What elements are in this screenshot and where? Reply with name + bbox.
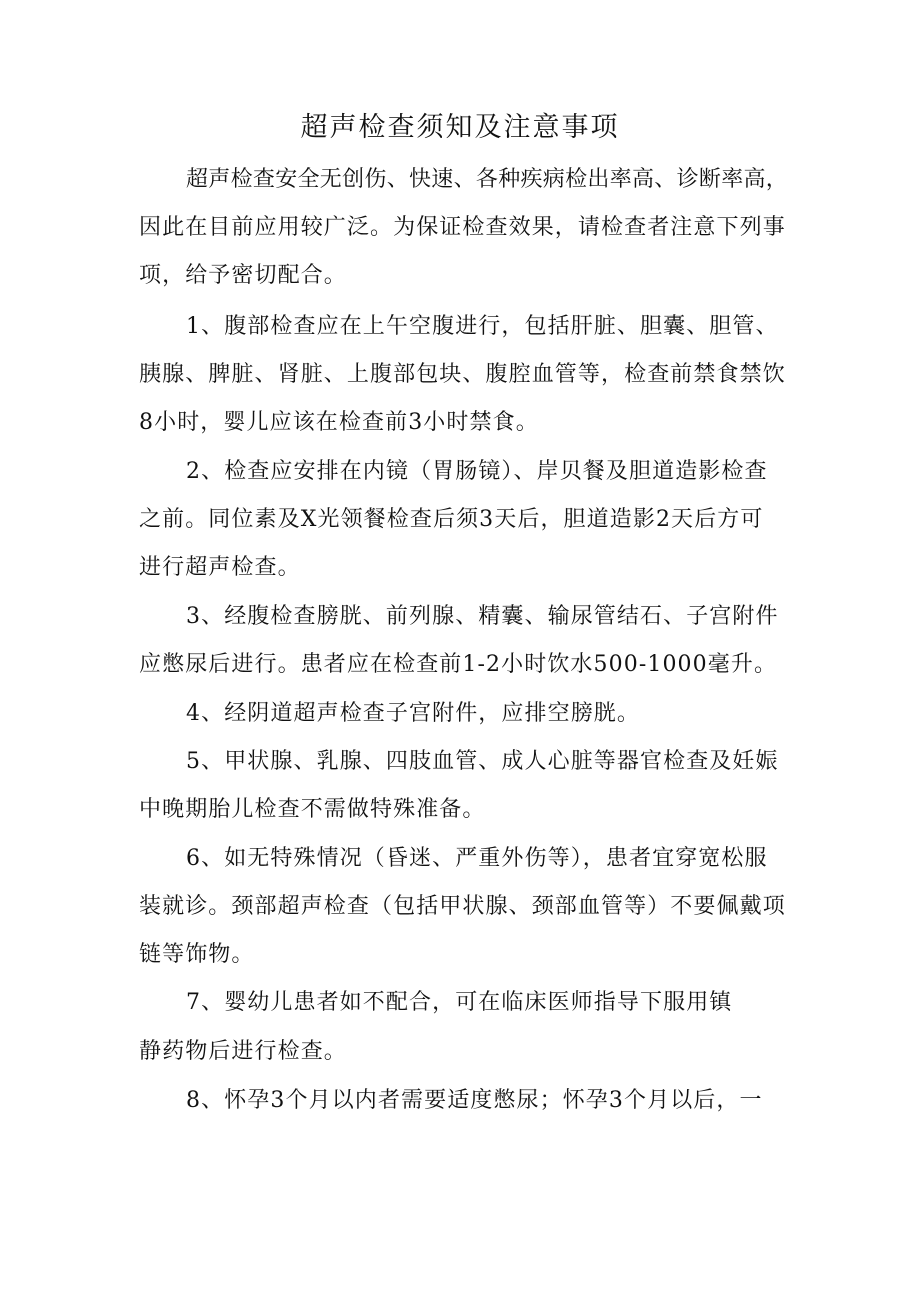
paragraph-item-6-line-3: 链等饰物。 bbox=[139, 942, 255, 967]
paragraph-item-4-line-1: 4、经阴道超声检查子宫附件，应排空膀胱。 bbox=[186, 701, 640, 726]
paragraph-intro-line-3: 项，给予密切配合。 bbox=[139, 263, 347, 288]
paragraph-item-6-line-1: 6、如无特殊情况（昏迷、严重外伤等），患者宜穿宽松服 bbox=[186, 846, 768, 871]
paragraph-item-3-line-2: 应憋尿后进行。患者应在检查前1-2小时饮水500-1000毫升。 bbox=[139, 652, 778, 677]
paragraph-item-7-line-2: 静药物后进行检查。 bbox=[139, 1039, 347, 1064]
paragraph-item-1-line-3: 8小时，婴儿应该在检查前3小时禁食。 bbox=[139, 410, 539, 435]
document-title: 超声检查须知及注意事项 bbox=[300, 112, 620, 143]
paragraph-item-5-line-2: 中晚期胎儿检查不需做特殊准备。 bbox=[139, 797, 486, 822]
paragraph-item-5-line-1: 5、甲状腺、乳腺、四肢血管、成人心脏等器官检查及妊娠 bbox=[186, 749, 779, 774]
paragraph-item-3-line-1: 3、经腹检查膀胱、前列腺、精囊、输尿管结石、子宫附件 bbox=[186, 604, 779, 629]
paragraph-item-8-line-1: 8、怀孕3个月以内者需要适度憋尿；怀孕3个月以后，一 bbox=[186, 1088, 763, 1113]
paragraph-intro-line-2: 因此在目前应用较广泛。为保证检查效果，请检查者注意下列事 bbox=[139, 215, 786, 240]
paragraph-item-2-line-2: 之前。同位素及X光领餐检查后须3天后，胆道造影2天后方可 bbox=[139, 507, 764, 532]
paragraph-item-1-line-1: 1、腹部检查应在上午空腹进行，包括肝脏、胆囊、胆管、 bbox=[186, 314, 779, 339]
paragraph-item-2-line-1: 2、检查应安排在内镜（胃肠镜）、岸贝餐及胆道造影检查 bbox=[186, 459, 768, 484]
paragraph-intro-line-1: 超声检查安全无创伤、快速、各种疾病检出率高、诊断率高， bbox=[186, 167, 789, 192]
paragraph-item-7-line-1: 7、婴幼儿患者如不配合，可在临床医师指导下服用镇 bbox=[186, 990, 733, 1015]
paragraph-item-1-line-2: 胰腺、脾脏、肾脏、上腹部包块、腹腔血管等，检查前禁食禁饮 bbox=[139, 362, 786, 387]
paragraph-item-2-line-3: 进行超声检查。 bbox=[139, 555, 301, 580]
paragraph-item-6-line-2: 装就诊。颈部超声检查（包括甲状腺、颈部血管等）不要佩戴项 bbox=[139, 894, 786, 919]
